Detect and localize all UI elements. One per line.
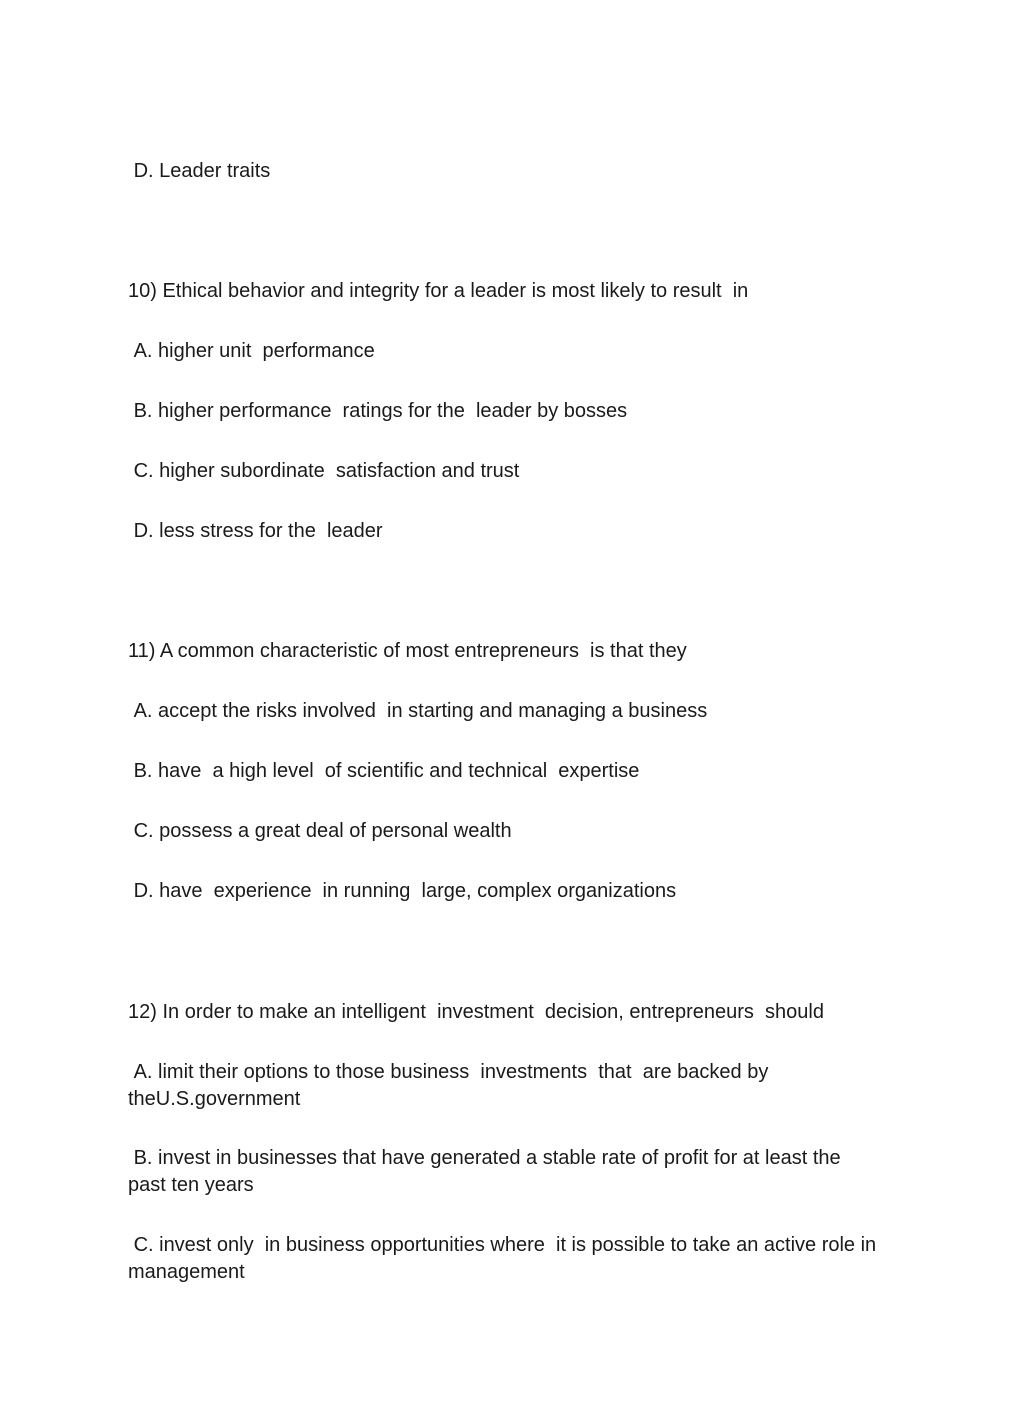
q12-option-c: C. invest only in business opportunities where it is possible to take an active role in management [128, 1234, 877, 1283]
q11-option-a: A. accept the risks involved in starting and managing a business [128, 700, 708, 722]
q11-option-d: D. have experience in running large, complex organizations [128, 880, 677, 902]
q12-option-a: A. limit their options to those business investments that are backed by theU.S.government [128, 1061, 769, 1110]
q11-stem: 11) A common characteristic of most entrepreneurs is that they [128, 640, 687, 662]
q12-stem: 12) In order to make an intelligent investment decision, entrepreneurs should [128, 1001, 824, 1023]
q12-option-b: B. invest in businesses that have generated a stable rate of profit for at least the past ten years [128, 1147, 841, 1196]
q10-option-d: D. less stress for the leader [128, 520, 383, 542]
q11-option-b: B. have a high level of scientific and technical expertise [128, 760, 640, 782]
q10-option-b: B. higher performance ratings for the leader by bosses [128, 400, 628, 422]
q10-option-a: A. higher unit performance [128, 340, 375, 362]
q9-option-d: D. Leader traits [128, 160, 271, 182]
q11-option-c: C. possess a great deal of personal wealth [128, 820, 512, 842]
q10-option-c: C. higher subordinate satisfaction and trust [128, 460, 520, 482]
q10-stem: 10) Ethical behavior and integrity for a leader is most likely to result in [128, 280, 749, 302]
